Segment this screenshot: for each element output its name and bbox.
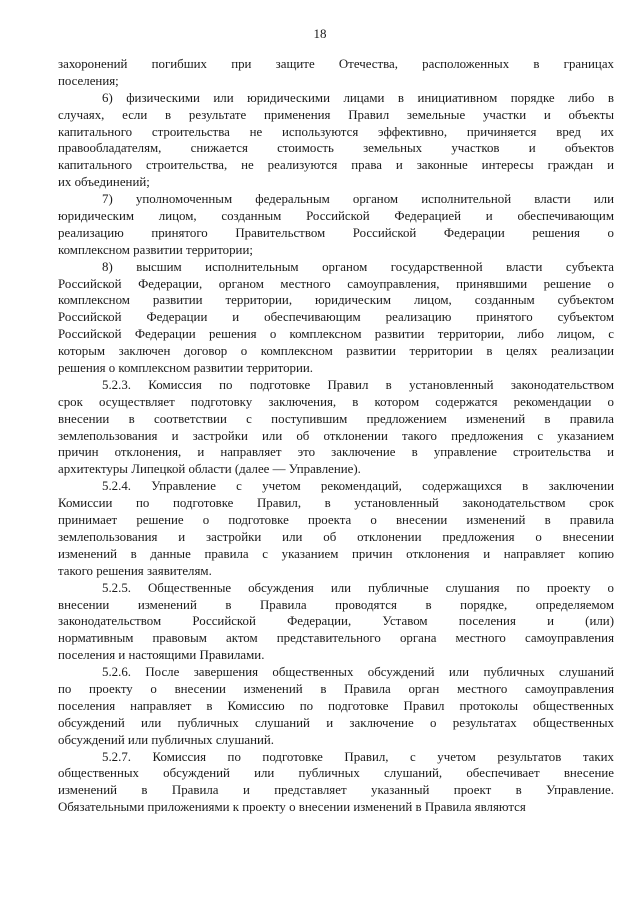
- text-line: срок осуществляет подготовку заключения, в котором содержатся рекомендации о: [58, 394, 614, 409]
- text-line: капитального строительства не используются эффективно, причиняется вред их: [58, 124, 614, 139]
- text-line: капитального строительства, не реализуются права и законные интересы граждан и: [58, 158, 614, 173]
- text-line: внесении изменений в Правила проводятся в порядке, определяемом: [58, 597, 614, 612]
- text-line: по проекту о внесении изменений в Правила орган местного самоуправления: [58, 681, 614, 696]
- text-line: 7) уполномоченным федеральным органом исполнительной власти или: [102, 192, 614, 207]
- paragraph: [58, 90, 614, 191]
- text-line: нормативным правовым актом представительного органа местного самоуправления: [58, 631, 614, 646]
- text-line: юридическим лицом, созданным Российской Федерацией и обеспечивающим: [58, 209, 614, 224]
- page-number: 18: [313, 26, 327, 41]
- paragraph: [58, 749, 614, 817]
- text-line: изменений в Правила и представляет указанный проект в Управление.: [58, 783, 614, 798]
- text-line: поселения направляет в Комиссию по подготовке Правил протоколы общественных: [58, 698, 614, 713]
- text-line: обсуждений или публичных слушаний и заключение о результатах общественных: [58, 715, 614, 730]
- text-line: 5.2.5. Общественные обсуждения или публичные слушания по проекту о: [102, 580, 614, 595]
- text-line: которым заключен договор о комплексном развитии территории в целях реализации: [58, 344, 614, 359]
- text-line: Российской Федерации и обеспечивающим реализацию принятого субъектом: [58, 310, 614, 325]
- text-line: причин отклонения, и направляет это заключение в управление строительства и: [58, 445, 614, 460]
- text-line: 5.2.6. После завершения общественных обсуждений или публичных слушаний: [102, 665, 614, 680]
- paragraph: [58, 580, 614, 664]
- text-line: общественных обсуждений или публичных слушаний, обеспечивает внесение: [58, 766, 614, 781]
- text-line: комплексном развитии территории, юридическим лицом, созданным субъектом: [58, 293, 614, 308]
- text-line: землепользования и застройки или об отклонении такого предложения с указанием: [58, 428, 614, 443]
- text-line: поселения;: [58, 73, 119, 88]
- text-line: 5.2.4. Управление с учетом рекомендаций, содержащихся в заключении: [102, 479, 614, 494]
- text-line: 8) высшим исполнительным органом государственной власти субъекта: [102, 259, 614, 274]
- text-line: Российской Федерации решения о комплексном развитии территории, либо лицом, с: [58, 327, 614, 342]
- text-line: изменений в данные правила с указанием причин отклонения и направляет копию: [58, 546, 614, 561]
- text-line: такого решения заявителям.: [58, 563, 212, 578]
- text-line: решения о комплексном развитии территории.: [58, 361, 314, 376]
- text-line: Комиссии по подготовке Правил, в установленный законодательством срок: [58, 496, 614, 511]
- text-line: захоронений погибших при защите Отечества, расположенных в границах: [58, 57, 614, 71]
- paragraph: [58, 664, 614, 748]
- paragraph: [58, 259, 614, 377]
- text-line: 5.2.7. Комиссия по подготовке Правил, с учетом результатов таких: [102, 749, 614, 764]
- text-line: 5.2.3. Комиссия по подготовке Правил в установленный законодательством: [102, 377, 614, 392]
- text-line: реализацию принятого Правительством Российской Федерации решения о: [58, 225, 614, 240]
- text-line: комплексном развитии территории;: [58, 242, 253, 257]
- text-line: случаях, если в результате применения Правил земельные участки и объекты: [58, 107, 614, 122]
- text-line: принимает решение о подготовке проекта о внесении изменений в правила: [58, 513, 614, 528]
- text-line: землепользования и застройки или об отклонении предложения о внесении: [58, 529, 614, 544]
- text-line: Обязательными приложениями к проекту о внесении изменений в Правила являются: [58, 800, 526, 815]
- text-line: архитектуры Липецкой области (далее — Управление).: [58, 462, 361, 477]
- text-line: правообладателям, снижается стоимость земельных участков и объектов: [58, 141, 614, 156]
- paragraph: [58, 191, 614, 259]
- text-line: законодательством Российской Федерации, Уставом поселения и (или): [58, 614, 614, 629]
- text-line: внесении в соответствии с поступившим предложением изменений в правила: [58, 411, 614, 426]
- paragraph: [58, 478, 614, 579]
- text-line: Российской Федерации, органом местного самоуправления, принявшими решение о: [58, 276, 614, 291]
- document-body: [58, 56, 614, 816]
- text-line: 6) физическими или юридическими лицами в инициативном порядке либо в: [102, 90, 614, 105]
- paragraph: [58, 377, 614, 478]
- paragraph: [58, 56, 614, 90]
- text-line: поселения и настоящими Правилами.: [58, 648, 265, 663]
- text-line: обсуждений или публичных слушаний.: [58, 732, 275, 747]
- text-line: их объединений;: [58, 175, 150, 190]
